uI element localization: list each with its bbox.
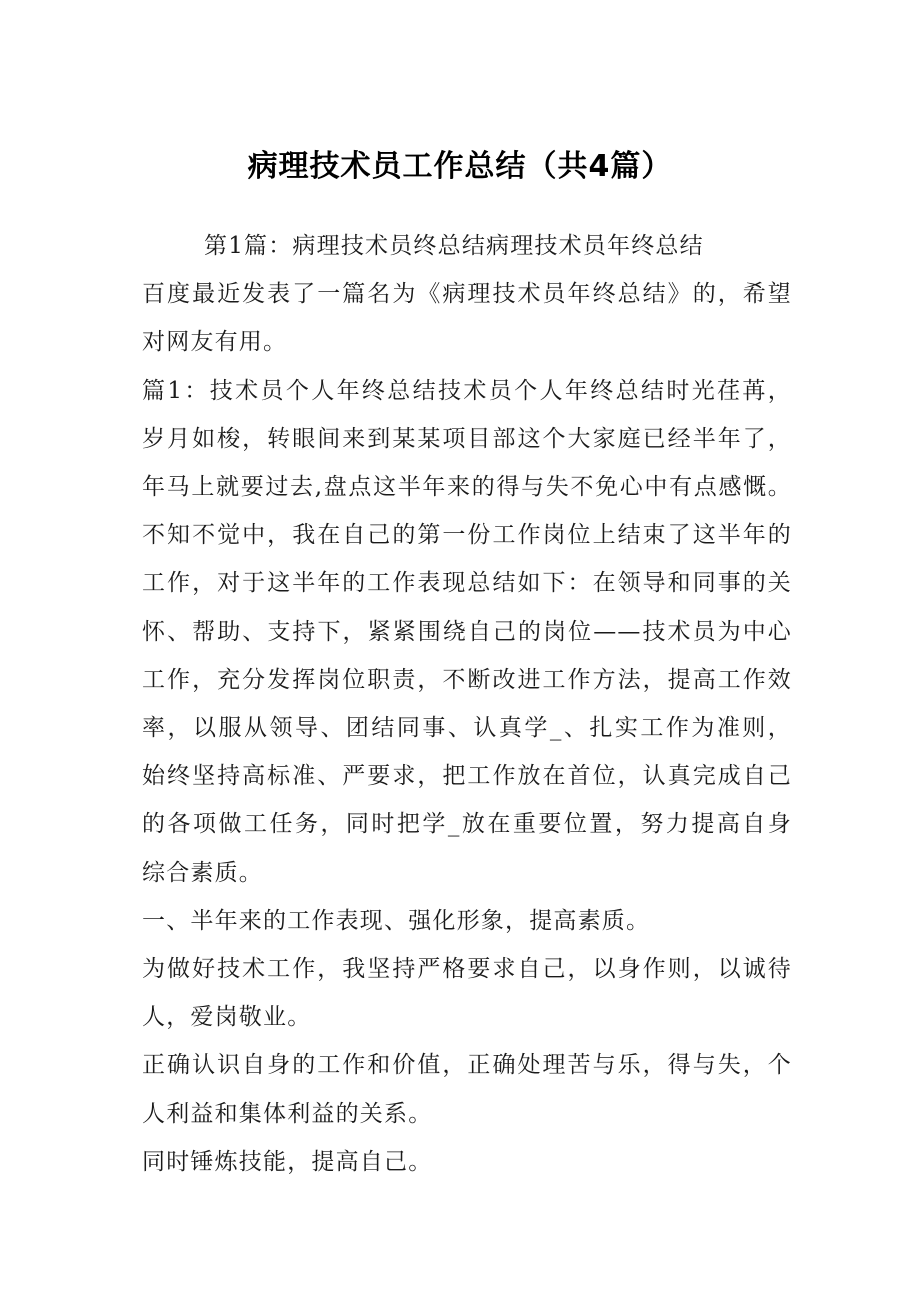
body-line: 综合素质。 — [142, 859, 263, 886]
chapter-heading: 第1篇：病理技术员终总结病理技术员年终总结 — [204, 233, 704, 259]
body-line: 人利益和集体利益的关系。 — [142, 1100, 433, 1127]
body-line: 不知不觉中，我在自己的第一份工作岗位上结束了这半年的 — [142, 522, 792, 549]
body-line: 对网友有用。 — [142, 329, 288, 356]
body-line: 正确认识自身的工作和价值，正确处理苦与乐，得与失，个 — [142, 1052, 792, 1079]
body-line: 百度最近发表了一篇名为《病理技术员年终总结》的，希望 — [142, 281, 792, 308]
body-line: 的各项做工任务，同时把学_放在重要位置，努力提高自身 — [142, 811, 792, 838]
body-line: 为做好技术工作，我坚持严格要求自己，以身作则，以诚待 — [142, 956, 792, 983]
body-line: 岁月如梭，转眼间来到某某项目部这个大家庭已经半年了， — [142, 425, 792, 452]
body-line: 篇1：技术员个人年终总结技术员个人年终总结时光荏苒， — [142, 377, 792, 404]
body-line: 年马上就要过去,盘点这半年来的得与失不免心中有点感慨。 — [142, 474, 792, 501]
body-line: 同时锤炼技能，提高自己。 — [142, 1148, 433, 1175]
section-heading: 一、半年来的工作表现、强化形象，提高素质。 — [142, 907, 651, 934]
document-body — [142, 222, 792, 1186]
body-line: 人，爱岗敬业。 — [142, 1004, 312, 1031]
body-line: 工作，对于这半年的工作表现总结如下：在领导和同事的关 — [142, 570, 792, 597]
body-line: 率，以服从领导、团结同事、认真学_、扎实工作为准则， — [142, 715, 792, 742]
body-line: 始终坚持高标准、严要求，把工作放在首位，认真完成自己 — [142, 763, 792, 790]
body-line: 工作，充分发挥岗位职责，不断改进工作方法，提高工作效 — [142, 666, 792, 693]
document-title: 病理技术员工作总结（共4篇） — [247, 149, 673, 184]
body-line: 怀、帮助、支持下，紧紧围绕自己的岗位——技术员为中心 — [142, 618, 792, 645]
